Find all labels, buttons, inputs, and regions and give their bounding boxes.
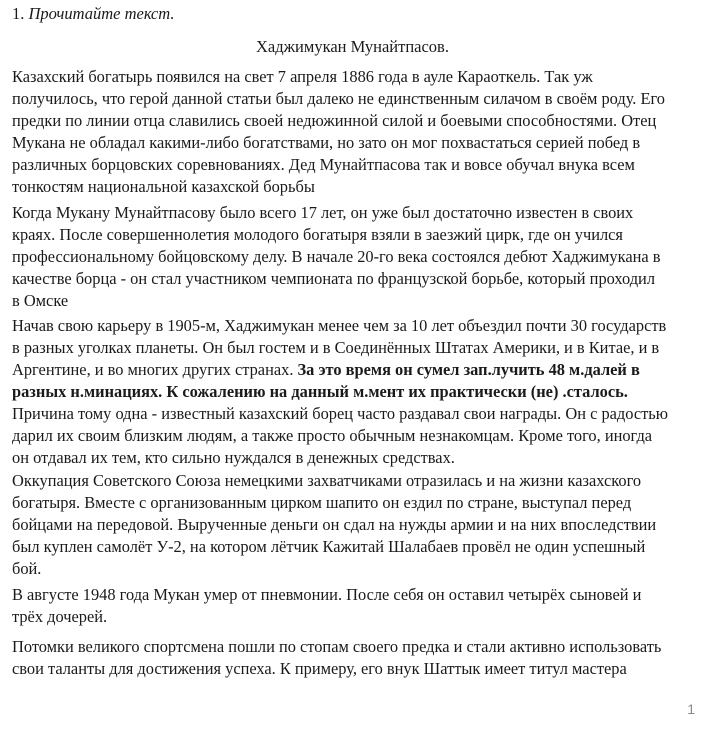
paragraph-line: качестве борца - он стал участником чемпионата по французской борьбе, который проходил [12,269,656,288]
bold-task-text: разных н.минациях. К сожалению на данный м.мент их практически (не) .сталось. [12,382,628,401]
paragraph-line: профессиональному бойцовскому делу. В начале 20-го века состоялся дебют Хаджимукана в [12,247,661,266]
paragraph-line: бойцами на передовой. Вырученные деньги он сдал на нужды армии и на них впоследствии [12,515,657,534]
paragraph-5 [12,584,641,628]
paragraph-line: предки по линии отца славились своей недюжинной силой и боевыми способностями. Отец [12,111,657,130]
task-instruction: Прочитайте текст. [28,4,175,23]
paragraph-line: был куплен самолёт У-2, на котором лётчик Кажитай Шалабаев провёл не один успешный [12,537,646,556]
paragraph-line: различных борцовских соревнованиях. Дед Мунайтпасова так и вовсе обучал внука всем [12,155,635,174]
text-title: Хаджимукан Мунайтпасов. [256,37,449,56]
paragraph-line: Начав свою карьеру в 1905-м, Хаджимукан менее чем за 10 лет объездил почти 30 государств [12,316,667,335]
paragraph-3 [12,315,668,469]
paragraph-line: Мукана не обладал какими-либо богатствами, но зато он мог похвастаться серией побед в [12,133,641,152]
paragraph-line: трёх дочерей. [12,607,108,626]
paragraph-1 [12,66,665,198]
paragraph-line: Когда Мукану Мунайтпасову было всего 17 лет, он уже был достаточно известен в своих [12,203,634,222]
paragraph-line: в Омске [12,291,69,310]
task-heading [12,4,175,24]
paragraph-line: тонкостям национальной казахской борьбы [12,177,315,196]
paragraph-line [12,359,668,381]
paragraph-text: Аргентине, и во многих других странах. [12,360,298,379]
paragraph-line: богатыря. Вместе с организованным цирком шапито он ездил по стране, выступал перед [12,493,632,512]
paragraph-line [12,381,668,403]
paragraph-line: в разных уголках планеты. Он был гостем и в Соединённых Штатах Америки, и в Китае, и в [12,338,660,357]
page-number: 1 [687,701,695,717]
paragraph-line: дарил их своим близким людям, а также просто обычным незнакомцам. Кроме того, иногда [12,426,653,445]
paragraph-line: свои таланты для достижения успеха. К примеру, его внук Шаттык имеет титул мастера [12,659,627,678]
paragraph-line: Оккупация Советского Союза немецкими захватчиками отразилась и на жизни казахского [12,471,642,490]
paragraph-line: В августе 1948 года Мукан умер от пневмонии. После себя он оставил четырёх сыновей и [12,585,642,604]
paragraph-line: он отдавал их тем, кто сильно нуждался в денежных средствах. [12,448,455,467]
paragraph-2 [12,202,661,312]
bold-task-text: За это время он сумел зап.лучить 48 м.далей в [297,360,640,379]
paragraph-line: Казахский богатырь появился на свет 7 апреля 1886 года в ауле Караоткель. Так уж [12,67,593,86]
paragraph-line: Причина тому одна - известный казахский борец часто раздавал свои награды. Он с радостью [12,404,669,423]
paragraph-line: бой. [12,559,42,578]
paragraph-4 [12,470,656,580]
task-number: 1. [12,4,29,23]
paragraph-line: получилось, что герой данной статьи был далеко не единственным силачом в своём роду. Его [12,89,665,108]
paragraph-line: Потомки великого спортсмена пошли по стопам своего предка и стали активно использовать [12,637,662,656]
paragraph-line: краях. После совершеннолетия молодого богатыря взяли в заезжий цирк, где он учился [12,225,623,244]
paragraph-6 [12,636,661,680]
